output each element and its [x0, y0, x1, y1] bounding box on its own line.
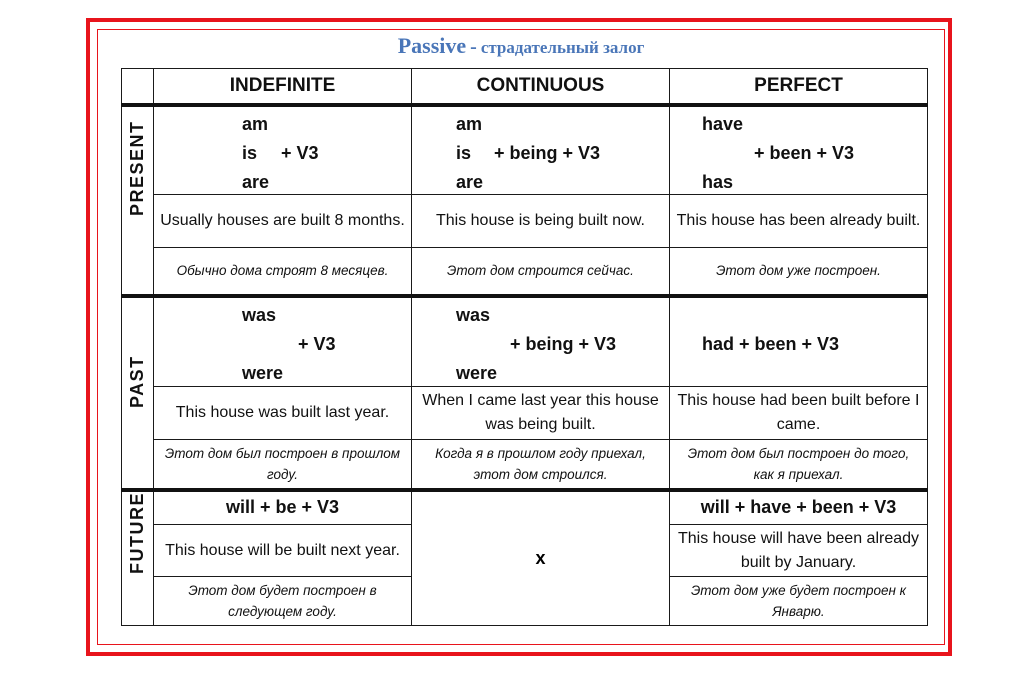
formula-was: was [456, 305, 491, 326]
formula-v3: + V3 [281, 142, 319, 163]
page-title [97, 33, 945, 59]
title-dash: - [470, 36, 477, 58]
formula-been-v3: + been + V3 [754, 142, 855, 163]
future-perfect-translation: Этот дом уже будет построен к Январю. [670, 577, 928, 626]
formula-v3: + V3 [298, 334, 336, 355]
future-continuous-not-applicable: x [412, 490, 670, 626]
formula-am: am [242, 113, 269, 134]
past-formula-row [122, 296, 928, 387]
past-perfect-formula [670, 296, 928, 387]
past-indefinite-formula [154, 296, 412, 387]
past-continuous-translation: Когда я в прошлом году приехал, этот дом строился. [412, 439, 670, 490]
formula-was: was [242, 305, 277, 326]
present-example-row [122, 195, 928, 248]
present-continuous-formula [412, 105, 670, 194]
formula-were: were [242, 363, 284, 384]
formula-are: are [456, 171, 484, 192]
header-row [122, 69, 928, 106]
past-continuous-formula [412, 296, 670, 387]
present-label-cell [122, 105, 154, 296]
header-perfect: PERFECT [670, 69, 928, 106]
past-perfect-example: This house had been built before I came. [670, 387, 928, 440]
future-indefinite-translation: Этот дом будет построен в следующем году. [154, 577, 412, 626]
present-continuous-example: This house is being built now. [412, 195, 670, 248]
formula-are: are [242, 171, 270, 192]
header-indefinite: INDEFINITE [154, 69, 412, 106]
present-perfect-example: This house has been already built. [670, 195, 928, 248]
present-translation-row [122, 247, 928, 296]
title-english: Passive [397, 33, 467, 58]
future-indefinite-example: This house will be built next year. [154, 524, 412, 577]
formula-is: is [242, 142, 258, 163]
future-formula-row [122, 490, 928, 524]
present-formula-row [122, 105, 928, 194]
future-label: FUTURE [127, 491, 147, 574]
past-indefinite-translation: Этот дом был построен в прошлом году. [154, 439, 412, 490]
past-perfect-translation: Этот дом был построен до того, как я приехал. [670, 439, 928, 490]
formula-had-been-v3: had + been + V3 [702, 334, 840, 355]
future-label-cell [122, 490, 154, 626]
formula-have: have [702, 113, 744, 134]
present-perfect-formula [670, 105, 928, 194]
formula-has: has [702, 171, 734, 192]
formula-being-v3: + being + V3 [510, 334, 617, 355]
present-indefinite-formula [154, 105, 412, 194]
formula-were: were [456, 363, 498, 384]
present-indefinite-translation: Обычно дома строят 8 месяцев. [154, 247, 412, 296]
formula-am: am [456, 113, 483, 134]
formula-being-v3: + being + V3 [494, 142, 601, 163]
present-label: PRESENT [127, 120, 147, 217]
future-perfect-formula: will + have + been + V3 [670, 490, 928, 524]
present-perfect-translation: Этот дом уже построен. [670, 247, 928, 296]
present-indefinite-example: Usually houses are built 8 months. [154, 195, 412, 248]
present-continuous-translation: Этот дом строится сейчас. [412, 247, 670, 296]
past-translation-row [122, 439, 928, 490]
future-indefinite-formula: will + be + V3 [154, 490, 412, 524]
future-perfect-example: This house will have been already built by January. [670, 524, 928, 577]
passive-voice-table [121, 68, 928, 626]
formula-is: is [456, 142, 472, 163]
past-label-cell [122, 296, 154, 490]
past-continuous-example: When I came last year this house was being built. [412, 387, 670, 440]
title-russian: страдательный залог [480, 38, 645, 57]
corner-cell [122, 69, 154, 106]
past-example-row [122, 387, 928, 440]
past-label: PAST [127, 355, 147, 409]
header-continuous: CONTINUOUS [412, 69, 670, 106]
past-indefinite-example: This house was built last year. [154, 387, 412, 440]
